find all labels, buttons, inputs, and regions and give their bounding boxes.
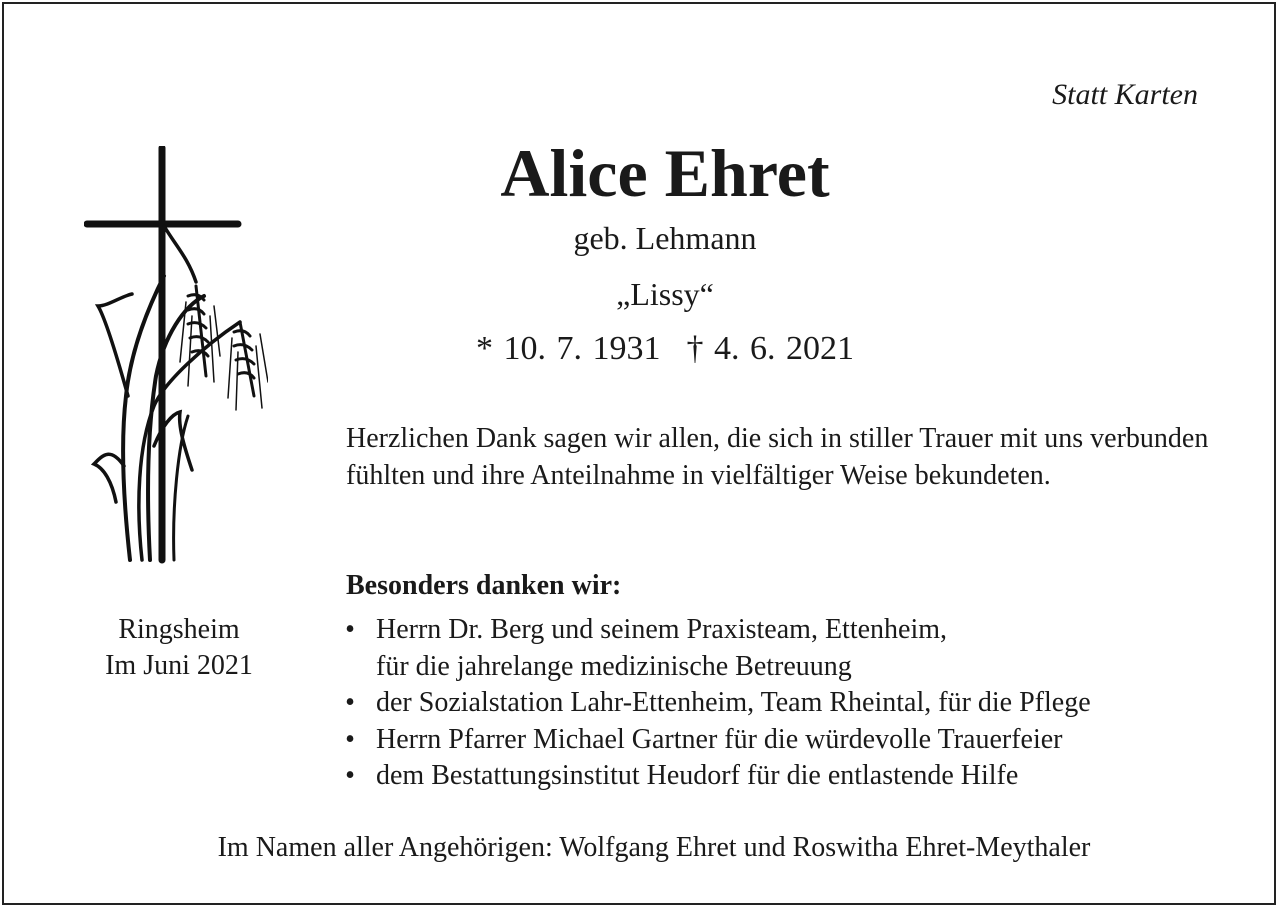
cross-with-wheat-icon bbox=[84, 146, 268, 566]
statt-karten-label: Statt Karten bbox=[1052, 78, 1198, 111]
list-item-text: der Sozialstation Lahr-Ettenheim, Team Rheintal, für die Pflege bbox=[376, 687, 1091, 718]
list-item bbox=[340, 685, 1240, 722]
thanks-paragraph: Herzlichen Dank sagen wir allen, die sich in stiller Trauer mit uns verbunden fühlten und ihre Anteilnahme in vielfältiger Weise bekundeten. bbox=[346, 423, 1209, 491]
bullet-icon: • bbox=[345, 614, 355, 645]
list-item-text: dem Bestattungsinstitut Heudorf für die entlastende Hilfe bbox=[376, 760, 1019, 791]
special-thanks-heading: Besonders danken wir: bbox=[346, 570, 622, 601]
bullet-icon: • bbox=[345, 723, 355, 755]
place-town: Ringsheim bbox=[118, 614, 240, 645]
list-item bbox=[340, 612, 1240, 685]
obituary-card bbox=[2, 2, 1276, 905]
birth-date: * 10. 7. 1931 bbox=[476, 330, 661, 367]
deceased-name: Alice Ehret bbox=[500, 135, 830, 211]
nickname: „Lissy“ bbox=[616, 276, 714, 312]
list-item-text-continued: für die jahrelange medizinische Betreuung bbox=[376, 650, 852, 682]
birth-name: geb. Lehmann bbox=[573, 220, 757, 256]
signature-line: Im Namen aller Angehörigen: Wolfgang Ehret und Roswitha Ehret-Meythaler bbox=[217, 832, 1091, 863]
list-item bbox=[340, 722, 1240, 759]
special-thanks-list bbox=[340, 612, 1240, 795]
list-item bbox=[340, 758, 1240, 795]
list-item-text: Herrn Pfarrer Michael Gartner für die würdevolle Trauerfeier bbox=[376, 723, 1063, 755]
death-date: † 4. 6. 2021 bbox=[686, 330, 854, 367]
bullet-icon: • bbox=[345, 687, 355, 718]
bullet-icon: • bbox=[345, 760, 355, 791]
place-date: Im Juni 2021 bbox=[105, 650, 253, 681]
list-item-text: Herrn Dr. Berg und seinem Praxisteam, Ettenheim, bbox=[376, 614, 948, 645]
